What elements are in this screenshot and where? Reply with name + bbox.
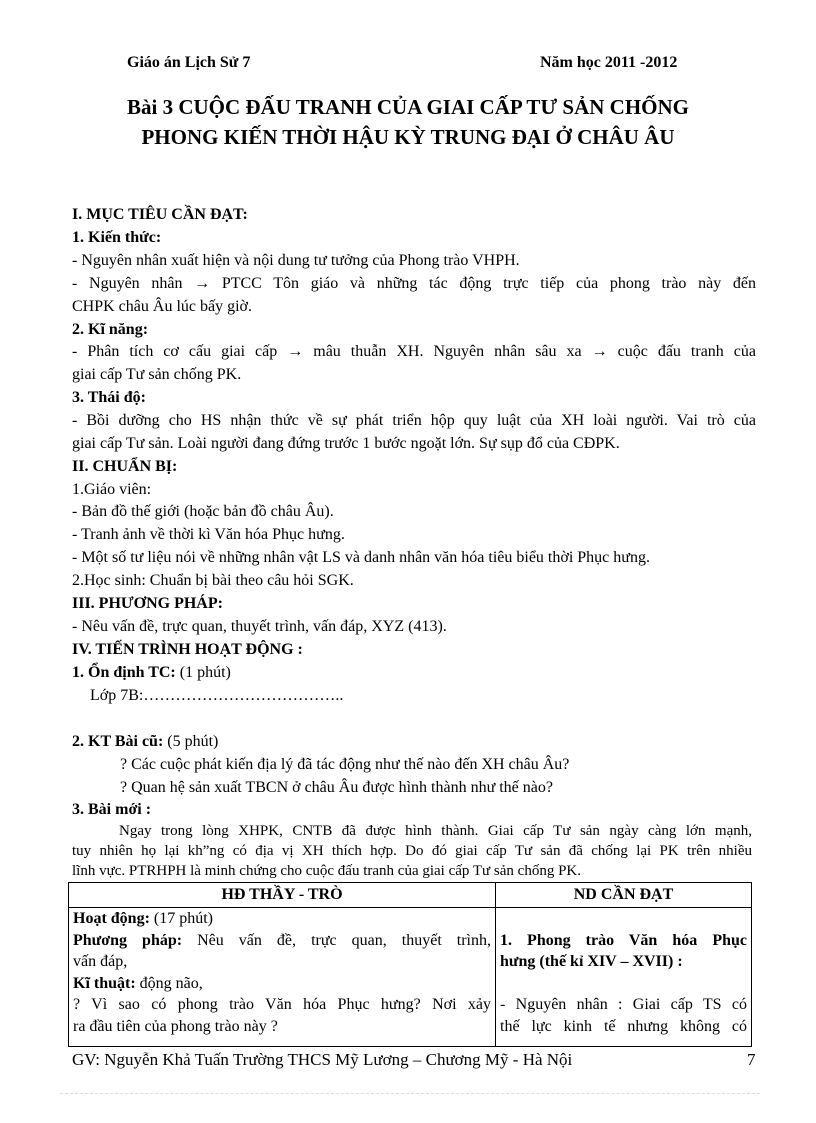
skills-line-1a: - Phân tích cơ cấu giai cấp → mâu thuẫn XH. Nguyên nhân sâu xa → cuộc đấu tranh của [72, 343, 756, 360]
stabilize-label: 1. Ổn định TC: [72, 664, 176, 681]
technique-row [73, 973, 491, 995]
page-number: 7 [747, 1050, 756, 1069]
table-header-row [69, 883, 752, 908]
column-header-activities: HĐ THẦY - TRÒ [69, 883, 496, 908]
header-right: Năm học 2011 -2012 [540, 54, 678, 71]
old-lesson-label: 2. KT Bài cũ: [72, 733, 164, 750]
question-line-a: ? Vì sao có phong trào Văn hóa Phục hưng? Nơi xảy [73, 996, 491, 1013]
method-value: Nêu vấn đề, trực quan, thuyết trình, [182, 931, 492, 949]
method-value-cont: vấn đáp, [73, 953, 128, 970]
stabilize-line [72, 664, 231, 682]
teacher-item-2: - Tranh ảnh về thời kì Văn hóa Phục hưng. [72, 526, 345, 543]
new-lesson-heading: 3. Bài mới : [72, 801, 152, 818]
teacher-item-3: - Một số tư liệu nói về những nhân vật LS và danh nhân văn hóa tiêu biểu thời Phục hưng. [72, 549, 650, 566]
question-1: ? Các cuộc phát kiến địa lý đã tác động như thế nào đến XH châu Âu? [120, 756, 570, 773]
old-lesson-line [72, 733, 218, 751]
column-header-content: ND CẦN ĐẠT [496, 883, 752, 908]
class-line: Lớp 7B:……………………………….. [90, 687, 344, 704]
method-row [73, 930, 491, 952]
activities-cell [69, 908, 496, 1047]
activity-line [73, 908, 491, 930]
content-cell [496, 908, 752, 1047]
old-lesson-time: (5 phút) [163, 733, 219, 750]
intro-line-1: Ngay trong lòng XHPK, CNTB đã được hình thành. Giai cấp Tư sản ngày càng lớn mạnh, [119, 823, 752, 839]
header-left: Giáo án Lịch Sử 7 [127, 54, 251, 71]
technique-label: Kĩ thuật: [73, 974, 136, 992]
section-4-heading: IV. TIẾN TRÌNH HOẠT ĐỘNG : [72, 641, 303, 658]
teacher-heading: 1.Giáo viên: [72, 481, 152, 498]
content-text-a: - Nguyên nhân : Giai cấp TS có [500, 996, 747, 1013]
knowledge-line-1: - Nguyên nhân xuất hiện và nội dung tư tưởng của Phong trào VHPH. [72, 252, 520, 269]
title-line-1: Bài 3 CUỘC ĐẤU TRANH CỦA GIAI CẤP TƯ SẢN CHỐNG [127, 95, 689, 119]
section-1-heading: I. MỤC TIÊU CẦN ĐẠT: [72, 206, 248, 223]
footer-text: GV: Nguyễn Khả Tuấn Trường THCS Mỹ Lương – Chương Mỹ - Hà Nội [72, 1050, 573, 1069]
section-3-heading: III. PHƯƠNG PHÁP: [72, 595, 223, 612]
skills-heading: 2. Kĩ năng: [72, 321, 149, 338]
knowledge-heading: 1. Kiến thức: [72, 229, 162, 246]
knowledge-line-2a: - Nguyên nhân → PTCC Tôn giáo và những tác động trực tiếp của phong trào này đến [72, 275, 756, 292]
question-2: ? Quan hệ sản xuất TBCN ở châu Âu được hình thành như thế nào? [120, 779, 553, 796]
page-title [0, 92, 816, 152]
skills-line-1b: giai cấp Tư sản chống PK. [72, 366, 242, 383]
attitude-line-1b: giai cấp Tư sản. Loài người đang đứng trước 1 bước ngoặt lớn. Sự sụp đổ của CĐPK. [72, 435, 620, 452]
content-text-b: thế lực kinh tế nhưng không có [500, 1017, 747, 1035]
attitude-heading: 3. Thái độ: [72, 389, 146, 406]
knowledge-line-2b: CHPK châu Âu lúc bấy giờ. [72, 298, 252, 315]
table-row [69, 908, 752, 1047]
intro-line-2: tuy nhiên họ lại kh”ng có địa vị XH thích hợp. Do đó giai cấp Tư sản đã chống lại PK trên nhiều [72, 843, 752, 859]
technique-value: động não, [135, 974, 203, 992]
content-title-a: 1. Phong trào Văn hóa Phục [500, 931, 747, 949]
attitude-line-1a: - Bồi dưỡng cho HS nhận thức về sự phát triển hộp quy luật của XH loài người. Vai trò của [72, 412, 756, 429]
page-divider [60, 1093, 760, 1094]
question-line-b: ra đầu tiên của phong trào này ? [73, 1017, 278, 1035]
section-2-heading: II. CHUẨN BỊ: [72, 458, 178, 475]
stabilize-time: (1 phút) [175, 664, 231, 681]
teacher-item-1: - Bản đồ thế giới (hoặc bản đồ châu Âu). [72, 503, 334, 520]
method-line: - Nêu vấn đề, trực quan, thuyết trình, vấn đáp, XYZ (413). [72, 618, 447, 635]
activity-label: Hoạt động: [73, 910, 150, 927]
lesson-table [68, 882, 752, 1047]
student-line: 2.Học sinh: Chuẩn bị bài theo câu hỏi SGK. [72, 572, 354, 589]
intro-line-3: lĩnh vực. PTRHPH là minh chứng cho cuộc đấu tranh của giai cấp Tư sản chống PK. [72, 863, 582, 879]
content-title-b: hưng (thế kỉ XIV – XVII) : [500, 953, 683, 970]
method-label: Phương pháp: [73, 931, 183, 949]
title-line-2: PHONG KIẾN THỜI HẬU KỲ TRUNG ĐẠI Ở CHÂU ÂU [141, 125, 675, 149]
activity-time: (17 phút) [149, 910, 214, 927]
